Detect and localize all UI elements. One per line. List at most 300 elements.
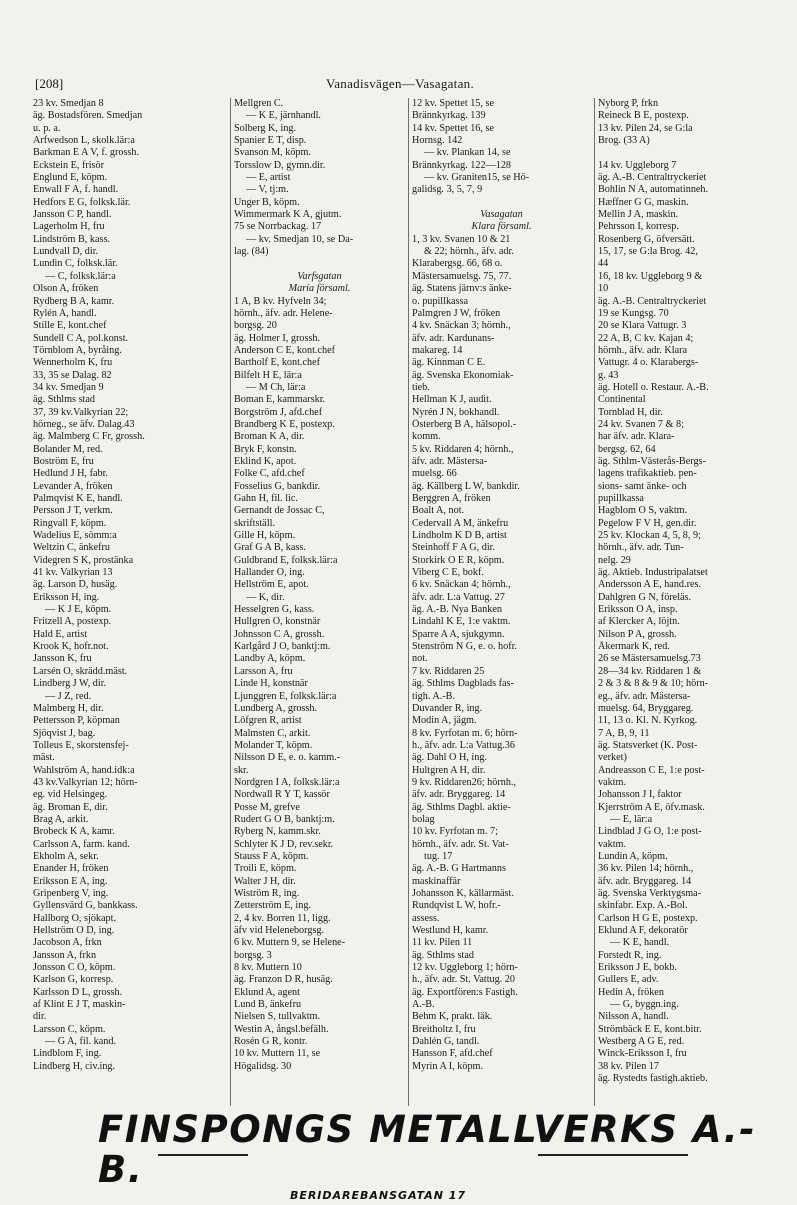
directory-entry: 38 kv. Pilen 17	[598, 1060, 660, 1072]
directory-entry: Weltzin C, änkefru	[33, 542, 110, 554]
column-2	[230, 98, 408, 1106]
directory-entry: Olson A, fröken	[33, 283, 99, 295]
directory-entry: komm.	[412, 431, 441, 443]
directory-entry: borgsg. 20	[234, 320, 277, 332]
directory-entry: Hornsg. 142	[412, 135, 463, 147]
directory-entry: Cedervall A M, änkefru	[412, 517, 509, 529]
directory-entry: Eckstein E, frisör	[33, 159, 105, 171]
directory-entry: Lundvall D, dir.	[33, 246, 99, 258]
directory-entry: A.-B.	[412, 999, 435, 1011]
directory-entry: dir.	[33, 1011, 47, 1023]
directory-entry: — K E, järnhandl.	[246, 110, 321, 122]
directory-entry: Andreasson C E, 1:e post-	[598, 764, 705, 776]
directory-entry: Wimmermark K A, gjutm.	[234, 209, 342, 221]
directory-entry: Graf G A B, kass.	[234, 542, 306, 554]
directory-entry: Mästersamuelsg. 75, 77.	[412, 270, 512, 282]
directory-entry: Varfsgatan	[297, 270, 342, 282]
directory-entry: hörnh., äfv. adr. St. Vat-	[412, 838, 509, 850]
directory-entry: Nordgren I A, folksk.lär:a	[234, 776, 340, 788]
divider	[158, 1154, 248, 1156]
directory-entry: Eklund A, agent	[234, 986, 300, 998]
directory-entry: vaktm.	[598, 838, 627, 850]
directory-entry: 6 kv. Snäckan 4; hörnh.,	[412, 579, 511, 591]
directory-entry: äg. A.-B. Nya Banken	[412, 604, 502, 616]
directory-entry: Pehrsson I, korresp.	[598, 221, 679, 233]
page-header	[35, 76, 765, 92]
directory-entry: Barkman E A V, f. grossh.	[33, 147, 140, 159]
directory-entry: Solberg K, ing.	[234, 122, 297, 134]
directory-entry: Jacobson A, frkn	[33, 937, 102, 949]
directory-entry: äg. Larson D, husäg.	[33, 579, 118, 591]
directory-entry: äg. A.-B. Centraltryckeriet	[598, 172, 707, 184]
directory-entry: 12 kv. Uggleborg 1; hörn-	[412, 962, 518, 974]
directory-entry: muelsg. 66	[412, 468, 457, 480]
directory-entry: Johansson J I, faktor	[598, 789, 682, 801]
directory-entry: Wadelius E, sömm:a	[33, 530, 117, 542]
directory-entry: Eklind K, apot.	[234, 455, 297, 467]
directory-entry: äg. A.-B. Centraltryckeriet	[598, 295, 707, 307]
directory-entry: Wiström R, ing.	[234, 888, 300, 899]
directory-entry: Anderson C E, kont.chef	[234, 344, 336, 356]
directory-entry: skr.	[234, 764, 249, 776]
directory-entry: Lundberg A, grossh.	[234, 702, 318, 714]
directory-entry: 10 kv. Muttern 11, se	[234, 1048, 321, 1060]
column-3	[408, 98, 594, 1106]
directory-entry: Hallborg O, sjökapt.	[33, 912, 117, 924]
directory-entry: äg. Broman E, dir.	[33, 801, 108, 813]
directory-entry: Walter J H, dir.	[234, 875, 296, 887]
directory-entry: Winck-Eriksson I, fru	[598, 1048, 687, 1060]
directory-entry: Hagblom O S, vaktm.	[598, 505, 688, 517]
column-1	[30, 98, 230, 1106]
directory-entry: Jansson K, fru	[33, 653, 92, 665]
directory-entry: äfv. adr. Kardunans-	[412, 332, 495, 344]
directory-entry: Tornblad H, dir.	[598, 406, 663, 418]
directory-entry: äg. Exportfören:s Fastigh.	[412, 986, 518, 998]
directory-entry	[234, 258, 405, 270]
directory-entry: Duvander R, ing.	[412, 702, 483, 714]
directory-entry: Vattugr. 4 o. Klarabergs-	[598, 357, 699, 369]
directory-entry: Wahlström A, hand.idk:a	[33, 764, 135, 776]
directory-entry: 36 kv. Pilen 14; hörnh.,	[598, 863, 694, 875]
directory-entry: 34 kv. Smedjan 9	[33, 381, 104, 393]
directory-entry: Forstedt R, ing.	[598, 949, 662, 961]
directory-entry: Nilson P A, grossh.	[598, 628, 677, 640]
directory-entry: 44	[598, 258, 609, 270]
directory-entry: 6 kv. Muttern 9, se Helene-	[234, 937, 346, 949]
directory-entry: h., äfv. adr. St. Vattug. 20	[412, 974, 515, 986]
directory-entry: Lindahl K E, 1:e vaktm.	[412, 616, 511, 628]
directory-entry: Rosenberg G, öfversätt.	[598, 233, 695, 245]
directory-entry: Högalidsg. 30	[234, 1060, 292, 1072]
directory-entry: Mellgren C.	[234, 98, 284, 109]
directory-entry: 24 kv. Svanen 7 & 8;	[598, 418, 684, 430]
directory-entry: Gille H, köpm.	[234, 530, 296, 542]
directory-entry: äg. Sthlms Dagblads fas-	[412, 678, 514, 690]
directory-entry: 8 kv. Muttern 10	[234, 962, 302, 974]
directory-entry: Unger B, köpm.	[234, 196, 300, 208]
directory-entry: Hellström O D, ing.	[33, 925, 115, 937]
directory-entry: Maria församl.	[288, 283, 351, 295]
directory-entry: assess.	[412, 912, 440, 924]
directory-entry: maskinaffär	[412, 875, 461, 887]
directory-entry: hörnh., äfv. adr. Klara	[598, 344, 688, 356]
directory-entry: äg. Rystedts fastigh.aktieb.	[598, 1073, 708, 1085]
directory-entry: Modin A, jägm.	[412, 715, 477, 727]
directory-entry: muelsg. 64, Bryggareg.	[598, 702, 694, 714]
directory-entry: äfv vid Heleneborgsg.	[234, 925, 325, 937]
directory-entry: g. 43	[598, 369, 619, 381]
directory-entry: Ryberg N, kamm.skr.	[234, 826, 321, 838]
directory-entry: Klarabergsg. 66, 68 o.	[412, 258, 503, 270]
directory-entry: Landby A, köpm.	[234, 653, 306, 665]
directory-entry: äg. Statsverket (K. Post-	[598, 739, 698, 751]
directory-entry: Törnblom A, byråing.	[33, 344, 122, 356]
directory-entry: Borgström J, afd.chef	[234, 406, 323, 418]
directory-entry: tug. 17	[424, 850, 453, 862]
directory-entry: Nilsson A, handl.	[598, 1011, 669, 1023]
directory-entry: Malmberg H, dir.	[33, 702, 104, 714]
directory-entry: Pegelow F V H, gen.dir.	[598, 517, 697, 529]
directory-entry: Stauss F A, köpm.	[234, 850, 309, 862]
directory-entry: tieb.	[412, 381, 430, 393]
directory-entry: 5 kv. Riddaren 4; hörnh.,	[412, 443, 514, 455]
directory-entry: Persson J T, verkm.	[33, 505, 113, 517]
directory-entry: Dahlgren G N, föreläs.	[598, 591, 692, 603]
directory-entry: tigh. A.-B.	[412, 690, 456, 702]
directory-entry: Hansson F, afd.chef	[412, 1048, 493, 1060]
directory-entry	[598, 147, 779, 159]
directory-entry: 28—34 kv. Riddaren 1 &	[598, 665, 702, 677]
directory-entry: Rylén A, handl.	[33, 307, 97, 319]
directory-entry: — K J E, köpm.	[45, 604, 112, 616]
directory-entry: Klara församl.	[471, 221, 532, 233]
directory-entry: 23 kv. Smedjan 8	[33, 98, 104, 109]
directory-entry: Lund B, änkefru	[234, 999, 302, 1011]
directory-entry: Lagerholm H, fru	[33, 221, 105, 233]
directory-entry: Eriksson H, ing.	[33, 591, 100, 603]
directory-entry: äg. Aktieb. Industripalatset	[598, 567, 708, 579]
directory-entry: Troili E, köpm.	[234, 863, 297, 875]
directory-entry: bolag	[412, 813, 435, 825]
directory-entry: 22 A, B, C kv. Kajan 4;	[598, 332, 694, 344]
directory-entry: Hald E, artist	[33, 628, 88, 640]
directory-entry: Guldbrand E, folksk.lär:a	[234, 554, 338, 566]
directory-entry: äg. Malmberg C Fr, grossh.	[33, 431, 145, 443]
directory-entry: äg. Kinnman C E.	[412, 357, 486, 369]
directory-entry: Rundqvist L W, hofr.-	[412, 900, 501, 912]
directory-entry: Eklund A F, dekoratör	[598, 925, 688, 937]
directory-entry: nelg. 29	[598, 554, 631, 566]
directory-entry: mäst.	[33, 752, 55, 764]
directory-entry: Lindberg J W, dir.	[33, 678, 107, 690]
directory-entry: äg. Holmer I, grossh.	[234, 332, 321, 344]
directory-entry: Hellman K J, audit.	[412, 394, 492, 406]
directory-entry: borgsg. 3	[234, 949, 272, 961]
directory-entry: Enander H, fröken	[33, 863, 109, 875]
directory-entry: 2 & 3 & 8 & 9 & 10; hörn-	[598, 678, 709, 690]
directory-entry: äfv. adr. Bryggareg. 14	[598, 875, 692, 887]
directory-entry: Rydberg B A, kamr.	[33, 295, 115, 307]
directory-entry: 33, 35 se Dalag. 82	[33, 369, 112, 381]
directory-entry: Englund E, köpm.	[33, 172, 108, 184]
directory-entry: — J Z, red.	[45, 690, 92, 702]
directory-entry: Boman E, kammarskr.	[234, 394, 326, 406]
directory-entry: Johnsson C A, grossh.	[234, 628, 325, 640]
directory-entry: Schlyter K J D, rev.sekr.	[234, 838, 334, 850]
directory-entry: 75 se Norrbackag. 17	[234, 221, 322, 233]
directory-entry: Molander T, köpm.	[234, 739, 313, 751]
directory-entry: Kjerrström A E, öfv.mask.	[598, 801, 705, 813]
directory-entry: Levander A, fröken	[33, 480, 113, 492]
directory-entry: Videgren S K, prostänka	[33, 554, 134, 566]
directory-entry: Löfgren R, artist	[234, 715, 302, 727]
directory-entry: Bohlin N A, automatinneh.	[598, 184, 709, 196]
directory-entry: vaktm.	[598, 776, 627, 788]
directory-entry: Larsson C, köpm.	[33, 1023, 106, 1035]
directory-entry: bergsg. 62, 64	[598, 443, 656, 455]
directory-entry: har äfv. adr. Klara-	[598, 431, 675, 443]
directory-entry: 10 kv. Fyrfotan m. 7;	[412, 826, 498, 838]
directory-entry: lagens trafikaktieb. pen-	[598, 468, 697, 480]
directory-entry: äfv. adr. Bryggareg. 14	[412, 789, 506, 801]
directory-entry: Hedfors E G, folksk.lär.	[33, 196, 131, 208]
directory-entry: u. p. a.	[33, 122, 61, 134]
directory-entry: Steinhoff F A G, dir.	[412, 542, 496, 554]
directory-entry: Brännkyrkag. 122—128	[412, 159, 512, 171]
directory-entry: 15, 17, se G:la Brog. 42,	[598, 246, 698, 258]
directory-entry: Gahn H, fil. lic.	[234, 493, 298, 504]
directory-entry: Berggren A, fröken	[412, 493, 491, 504]
directory-entry: Bilfelt H E, lär:a	[234, 369, 302, 381]
directory-entry: Lundin A, köpm.	[598, 850, 668, 862]
directory-entry: not.	[412, 653, 428, 665]
directory-entry: Lindblad J G O, 1:e post-	[598, 826, 702, 838]
directory-entry: Krook K, hofr.not.	[33, 641, 109, 653]
directory-entry: 1, 3 kv. Svanen 10 & 21	[412, 233, 511, 245]
directory-entry: Bolander M, red.	[33, 443, 103, 455]
divider	[538, 1154, 688, 1156]
directory-entry: sions- samt änke- och	[598, 480, 687, 492]
directory-entry: Jansson C P, handl.	[33, 209, 112, 221]
directory-entry: Palmqvist K E, handl.	[33, 493, 123, 504]
directory-entry: Bryk F, konstn.	[234, 443, 297, 455]
directory-entry: Larsén O, skrädd.mäst.	[33, 665, 128, 677]
directory-entry: äg. Sthlms stad	[412, 949, 474, 961]
directory-entry: 7 A, B, 9, 11	[598, 727, 650, 739]
directory-entry: 16, 18 kv. Uggleborg 9 &	[598, 270, 703, 282]
directory-entry: — K, dir.	[246, 591, 285, 603]
directory-entry: — E, artist	[246, 172, 291, 184]
directory-entry: — E, lär:a	[610, 813, 653, 825]
directory-entry: eg., äfv. adr. Mästersa-	[598, 690, 691, 702]
advertisement-address: BERIDAREBANSGATAN 17	[289, 1189, 467, 1202]
directory-entry: Vasagatan	[480, 209, 523, 221]
directory-entry: o. pupillkassa	[412, 295, 469, 307]
directory-entry: äfv. adr. L:a Vattug. 27	[412, 591, 505, 603]
directory-entry: Nyborg P, frkn	[598, 98, 659, 109]
directory-entry: 14 kv. Uggleborg 7	[598, 159, 677, 171]
directory-entry: & 22; hörnh., äfv. adr.	[424, 246, 514, 258]
directory-entry: 2, 4 kv. Borren 11, ligg.	[234, 912, 331, 924]
directory-entry: 19 se Kungsg. 70	[598, 307, 669, 319]
directory-entry: Gullers E, adv.	[598, 974, 659, 986]
directory-entry: 12 kv. Spettet 15, se	[412, 98, 494, 109]
directory-entry: Johansson K, källarmäst.	[412, 888, 514, 899]
directory-entry: lag. (84)	[234, 246, 269, 258]
directory-entry: Lindblom F, ing.	[33, 1048, 102, 1060]
directory-entry: — G A, fil. kand.	[45, 1036, 117, 1048]
directory-entry: Gernandt de Jossac C,	[234, 505, 325, 517]
directory-entry: äg. Bostadsfören. Smedjan	[33, 110, 143, 122]
directory-entry: Westlund H, kamr.	[412, 925, 489, 937]
directory-entry: 43 kv.Valkyrian 12; hörn-	[33, 776, 138, 788]
directory-entry: Continental	[598, 394, 646, 406]
directory-entry: Boalt A, not.	[412, 505, 465, 517]
directory-entry: — V, tj:m.	[246, 184, 289, 196]
directory-entry: hörneg., se äfv. Dalag.43	[33, 418, 135, 430]
directory-entry: 13 kv. Pilen 24, se G:la	[598, 122, 693, 134]
directory-entry: Rosén G R, kontr.	[234, 1036, 308, 1048]
directory-entry: eg. vid Helsingeg.	[33, 789, 108, 801]
directory-entry: 14 kv. Spettet 16, se	[412, 122, 494, 134]
directory-entry: 7 kv. Riddaren 25	[412, 665, 485, 677]
directory-entry: makareg. 14	[412, 344, 463, 356]
directory-entry: Sundell C A, pol.konst.	[33, 332, 129, 344]
directory-entry: Jonsson C O, köpm.	[33, 962, 116, 974]
page-title: Vanadisvägen—Vasagatan.	[325, 76, 475, 91]
directory-entry: äg. Franzon D R, husäg.	[234, 974, 333, 986]
directory-entry: Storkirk O E R, köpm.	[412, 554, 505, 566]
directory-entry: Fosselius G, bankdir.	[234, 480, 321, 492]
directory-entry: Åkermark K, red.	[598, 641, 670, 653]
directory-entry: — M Ch, lär:a	[246, 381, 306, 393]
directory-entry: Fritzell A, postexp.	[33, 616, 112, 628]
directory-entry: Stenström N G, e. o. hofr.	[412, 641, 517, 653]
directory-entry: Wennerholm K, fru	[33, 357, 113, 369]
directory-entry: Hedlund J H, fabr.	[33, 468, 108, 480]
directory-entry: Lundin C, folksk.lär.	[33, 258, 118, 270]
directory-entry: Torsslow D, gymn.dir.	[234, 159, 326, 171]
directory-entry: Zetterström E, ing.	[234, 900, 311, 912]
directory-entry: Ljunggren E, folksk.lär:a	[234, 690, 337, 702]
directory-entry: äg. Hotell o. Restaur. A.-B.	[598, 381, 709, 393]
directory-entry: h., äfv. adr. L:a Vattug.36	[412, 739, 515, 751]
directory-entry: Nyrén J N, bokhandl.	[412, 406, 500, 418]
directory-entry: Karlson G, korresp.	[33, 974, 114, 986]
directory-entry: Karlsson D L, grossh.	[33, 986, 123, 998]
directory-entry: Carlsson A, farm. kand.	[33, 838, 130, 850]
directory-entry: skinfabr. Exp. A.-Bol.	[598, 900, 688, 912]
directory-entry: Hultgren A H, dir.	[412, 764, 486, 776]
directory-entry: 10	[598, 283, 609, 295]
directory-entry: — kv. Plankan 14, se	[424, 147, 511, 159]
directory-entry: Hedin A, fröken	[598, 986, 664, 998]
directory-entry: Folke C, afd.chef	[234, 468, 305, 480]
directory-entry: Myrin A I, köpm.	[412, 1060, 484, 1072]
directory-entry: — kv. Smedjan 10, se Da-	[246, 233, 354, 245]
directory-entry: hörnh., äfv. adr. Tun-	[598, 542, 684, 554]
directory-entry: Tolleus E, skorstensfej-	[33, 739, 129, 751]
directory-entry: — K E, handl.	[610, 937, 670, 949]
directory-entry: Hullgren O, konstnär	[234, 616, 321, 628]
directory-entry: — G, byggn.ing.	[610, 999, 679, 1011]
directory-entry: Rudert G O B, banktj:m.	[234, 813, 335, 825]
directory-entry: 8 kv. Fyrfotan m. 6; hörn-	[412, 727, 518, 739]
directory-entry: äg. Sthlms stad	[33, 394, 95, 406]
directory-entry: Breitholtz I, fru	[412, 1023, 476, 1035]
directory-entry: Strömbäck E E, kont.bitr.	[598, 1023, 702, 1035]
directory-entry: — kv. Graniten15, se Hö-	[424, 172, 530, 184]
directory-entry: Lindberg H, civ.ing.	[33, 1060, 116, 1072]
directory-entry: äg. Dahl O H, ing.	[412, 752, 487, 764]
directory-entry: Brandberg K E, postexp.	[234, 418, 335, 430]
advertisement-headline: FINSPONGS METALLVERKS A.-B.	[98, 1108, 757, 1191]
directory-entry: Brog. (33 A)	[598, 135, 650, 147]
directory-entry: Broman K A, dir.	[234, 431, 305, 443]
column-4	[594, 98, 782, 1106]
directory-entry: Westin A, ångsl.befälh.	[234, 1023, 329, 1035]
directory-entry: Dahlén G, tandl.	[412, 1036, 480, 1048]
directory-entry: Bartholf E, kont.chef	[234, 357, 321, 369]
directory-entry: Ekholm A, sekr.	[33, 850, 99, 862]
directory-entry: Brännkyrkag. 139	[412, 110, 486, 122]
directory-entry: äg. Svenska Verktygsma-	[598, 888, 702, 899]
directory-entry: Arfwedson L, skolk.lär:a	[33, 135, 135, 147]
directory-entry: Sjöqvist J, bag.	[33, 727, 96, 739]
directory-entry: Carlson H G E, postexp.	[598, 912, 698, 924]
directory-entry: Eriksson J E, bokb.	[598, 962, 677, 974]
advertisement	[98, 1108, 778, 1202]
directory-entry: Palmgren J W, fröken	[412, 307, 501, 319]
directory-entry: Nilsson D E, e. o. kamm.-	[234, 752, 341, 764]
directory-entry: pupillkassa	[598, 493, 644, 504]
directory-entry: af Klint E J T, maskin-	[33, 999, 126, 1011]
directory-entry: Sparre A A, sjukgymn.	[412, 628, 505, 640]
directory-entry: 20 se Klara Vattugr. 3	[598, 320, 687, 332]
directory-entry: — C, folksk.lär:a	[45, 270, 116, 282]
directory-entry: äg. Sthlm-Västerås-Bergs-	[598, 455, 706, 467]
directory-entry: Österberg B A, hälsopol.-	[412, 418, 517, 430]
directory-entry: Lindström B, kass.	[33, 233, 110, 245]
directory-entry: äg. Källberg L W, bankdir.	[412, 480, 520, 492]
directory-entry: Gripenberg V, ing.	[33, 888, 109, 899]
directory-entry: Gyllensvärd G, bankkass.	[33, 900, 138, 912]
directory-entry	[412, 197, 591, 209]
directory-entry: 41 kv. Valkyrian 13	[33, 567, 113, 579]
directory-entry: Nielsen S, tullvaktm.	[234, 1011, 321, 1023]
directory-entry: Hellström E, apot.	[234, 579, 309, 591]
directory-entry: 26 se Mästersamuelsg.73	[598, 653, 701, 665]
directory-entry: 25 kv. Klockan 4, 5, 8, 9;	[598, 530, 701, 542]
directory-entry: 11, 13 o. Kl. N. Kyrkog.	[598, 715, 698, 727]
directory-entry: Boström E, fru	[33, 455, 94, 467]
directory-entry: Enwall F A, f. handl.	[33, 184, 119, 196]
page-number: [208]	[35, 76, 64, 91]
directory-entry: Spanier E T, disp.	[234, 135, 307, 147]
directory-entry: 9 kv. Riddaren26; hörnh.,	[412, 776, 517, 788]
directory-entry: Mellin J A, maskin.	[598, 209, 679, 221]
directory-entry: Andersson A E, hand.res.	[598, 579, 701, 591]
directory-entry: Reineck B E, postexp.	[598, 110, 689, 122]
directory-entry: Brag A, arkit.	[33, 813, 89, 825]
directory-entry: skriftställ.	[234, 517, 276, 529]
directory-entry: hörnh., äfv. adr. Helene-	[234, 307, 333, 319]
directory-entry: Karlgård J O, banktj:m.	[234, 641, 331, 653]
directory-entry: verket)	[598, 752, 627, 764]
directory-entry: Hallander O, ing.	[234, 567, 305, 579]
directory-entry: Hæffner G G, maskin.	[598, 196, 689, 208]
